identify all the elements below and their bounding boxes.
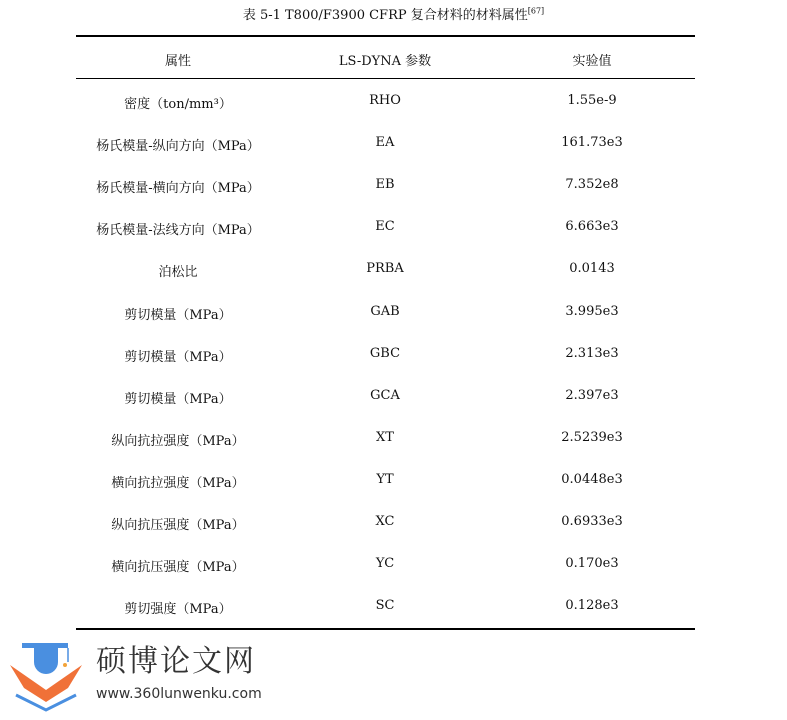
table-row [76,598,695,618]
property-cell: 杨氏模量-纵向方向（MPa） [96,139,260,155]
table-row [76,177,695,197]
table-caption [0,4,787,23]
property-cell: 泊松比 [158,265,198,281]
property-cell: 杨氏模量-横向方向（MPa） [96,181,260,197]
value-cell: 2.5239e3 [561,429,623,445]
property-cell: 剪切模量（MPa） [124,307,232,323]
bottom-rule [76,628,695,630]
watermark-title: 硕博论文网 [96,644,256,679]
table-row [76,346,695,366]
property-cell: 剪切模量（MPa） [124,349,232,365]
header-value: 实验值 [572,54,612,69]
value-cell: 2.397e3 [565,387,619,403]
header-parameter: LS-DYNA 参数 [338,54,432,69]
property-cell: 密度（ton/mm³） [124,97,232,112]
property-cell: 剪切模量（MPa） [124,391,232,407]
table-row [76,388,695,408]
parameter-cell: GBC [369,345,401,361]
value-cell: 6.663e3 [565,219,619,235]
property-cell: 横向抗拉强度（MPa） [111,475,245,491]
value-cell: 0.0143 [569,261,615,277]
caption-ref: [67] [527,6,545,16]
parameter-cell: PRBA [366,261,404,277]
parameter-cell: YC [375,556,395,572]
value-cell: 7.352e8 [565,177,619,193]
table-row [76,472,695,492]
table-row [76,135,695,155]
property-cell: 杨氏模量-法线方向（MPa） [96,223,260,239]
parameter-cell: EB [375,177,395,193]
watermark-url: www.360lunwenku.com [96,686,262,702]
watermark [8,640,308,720]
parameter-cell: GAB [370,303,400,319]
table-row [76,430,695,450]
value-cell: 1.55e-9 [567,93,617,108]
value-cell: 0.0448e3 [561,471,623,487]
value-cell: 0.170e3 [565,556,619,572]
table-header [76,50,695,70]
value-cell: 161.73e3 [561,135,623,151]
header-rule [76,78,695,79]
property-cell: 横向抗压强度（MPa） [111,560,245,576]
parameter-cell: RHO [369,93,401,108]
parameter-cell: GCA [370,387,400,403]
property-cell: 纵向抗压强度（MPa） [111,518,245,533]
parameter-cell: EC [375,219,395,235]
table-row [76,304,695,324]
value-cell: 2.313e3 [565,345,619,361]
value-cell: 0.6933e3 [561,514,623,529]
table-row [76,514,695,534]
top-rule [76,35,695,37]
graduation-book-icon [8,640,83,715]
table-row [76,261,695,281]
caption-text: 表 5-1 T800/F3900 CFRP 复合材料的材料属性 [242,8,528,23]
value-cell: 0.128e3 [565,598,619,614]
parameter-cell: XC [375,514,395,529]
parameter-cell: EA [375,135,395,151]
parameter-cell: YT [376,471,394,487]
value-cell: 3.995e3 [565,303,619,319]
table-row [76,556,695,576]
property-cell: 纵向抗拉强度（MPa） [111,433,245,449]
property-cell: 剪切强度（MPa） [124,602,232,618]
table-row [76,93,695,113]
parameter-cell: SC [375,598,395,614]
header-property: 属性 [164,54,191,69]
table-row [76,219,695,239]
parameter-cell: XT [376,429,394,445]
